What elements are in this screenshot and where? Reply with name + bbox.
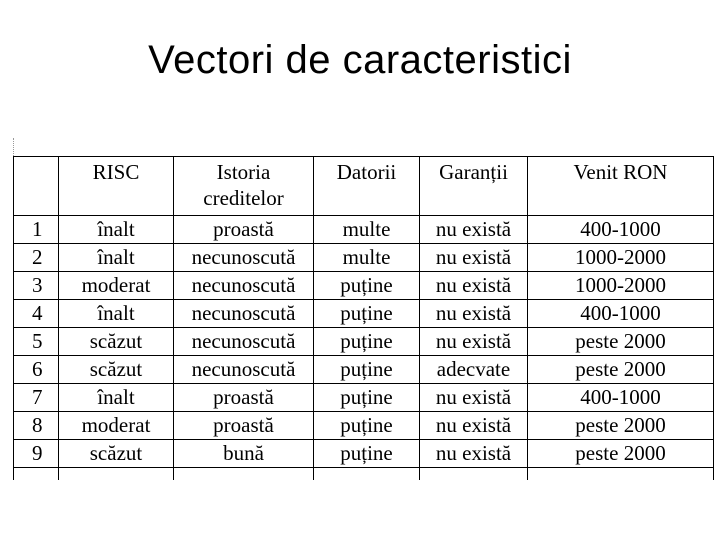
row-index-cell: 6 bbox=[14, 356, 59, 384]
datorii-cell: puține bbox=[314, 440, 420, 468]
table-row bbox=[14, 356, 714, 384]
header-istoria-creditelor bbox=[174, 157, 314, 216]
row-index-cell: 7 bbox=[14, 384, 59, 412]
garantii-cell: nu există bbox=[420, 384, 528, 412]
table-body bbox=[14, 216, 714, 481]
venit-cell: peste 2000 bbox=[528, 440, 714, 468]
table-header-row bbox=[14, 157, 714, 216]
datorii-cell: puține bbox=[314, 272, 420, 300]
datorii-cell: puține bbox=[314, 300, 420, 328]
empty-cell bbox=[528, 468, 714, 481]
risc-cell: înalt bbox=[59, 244, 174, 272]
empty-cell bbox=[59, 468, 174, 481]
empty-cell bbox=[174, 468, 314, 481]
empty-cell bbox=[420, 468, 528, 481]
header-istoria-line1: Istoria bbox=[216, 160, 271, 184]
istoria-cell: necunoscută bbox=[174, 356, 314, 384]
row-index-cell: 2 bbox=[14, 244, 59, 272]
header-index bbox=[14, 157, 59, 216]
datorii-cell: puține bbox=[314, 384, 420, 412]
table-row bbox=[14, 272, 714, 300]
istoria-cell: proastă bbox=[174, 216, 314, 244]
venit-cell: 400-1000 bbox=[528, 216, 714, 244]
row-index-cell: 9 bbox=[14, 440, 59, 468]
header-datorii: Datorii bbox=[314, 157, 420, 216]
istoria-cell: bună bbox=[174, 440, 314, 468]
istoria-cell: proastă bbox=[174, 384, 314, 412]
istoria-cell: necunoscută bbox=[174, 244, 314, 272]
istoria-cell: necunoscută bbox=[174, 328, 314, 356]
risc-cell: scăzut bbox=[59, 328, 174, 356]
istoria-cell: necunoscută bbox=[174, 300, 314, 328]
datorii-cell: multe bbox=[314, 244, 420, 272]
table-container bbox=[13, 138, 720, 480]
header-risc: RISC bbox=[59, 157, 174, 216]
venit-cell: 400-1000 bbox=[528, 300, 714, 328]
venit-cell: peste 2000 bbox=[528, 328, 714, 356]
venit-cell: 400-1000 bbox=[528, 384, 714, 412]
feature-vectors-table bbox=[13, 156, 714, 480]
venit-cell: peste 2000 bbox=[528, 412, 714, 440]
istoria-cell: necunoscută bbox=[174, 272, 314, 300]
table-row bbox=[14, 216, 714, 244]
row-index-cell: 8 bbox=[14, 412, 59, 440]
datorii-cell: multe bbox=[314, 216, 420, 244]
risc-cell: scăzut bbox=[59, 440, 174, 468]
garantii-cell: nu există bbox=[420, 244, 528, 272]
risc-cell: moderat bbox=[59, 272, 174, 300]
row-index-cell: 3 bbox=[14, 272, 59, 300]
header-istoria-line2: creditelor bbox=[203, 186, 284, 210]
risc-cell: scăzut bbox=[59, 356, 174, 384]
datorii-cell: puține bbox=[314, 356, 420, 384]
venit-cell: 1000-2000 bbox=[528, 272, 714, 300]
table-row-empty bbox=[14, 468, 714, 481]
risc-cell: înalt bbox=[59, 216, 174, 244]
garantii-cell: adecvate bbox=[420, 356, 528, 384]
empty-cell bbox=[314, 468, 420, 481]
garantii-cell: nu există bbox=[420, 216, 528, 244]
garantii-cell: nu există bbox=[420, 412, 528, 440]
slide-title: Vectori de caracteristici bbox=[148, 38, 572, 82]
header-venit-ron: Venit RON bbox=[528, 157, 714, 216]
venit-cell: 1000-2000 bbox=[528, 244, 714, 272]
row-index-cell: 5 bbox=[14, 328, 59, 356]
risc-cell: înalt bbox=[59, 300, 174, 328]
row-index-cell: 1 bbox=[14, 216, 59, 244]
risc-cell: înalt bbox=[59, 384, 174, 412]
row-index-cell: 4 bbox=[14, 300, 59, 328]
datorii-cell: puține bbox=[314, 328, 420, 356]
table-row bbox=[14, 384, 714, 412]
header-garantii: Garanții bbox=[420, 157, 528, 216]
empty-cell bbox=[14, 468, 59, 481]
garantii-cell: nu există bbox=[420, 328, 528, 356]
table-row bbox=[14, 328, 714, 356]
garantii-cell: nu există bbox=[420, 300, 528, 328]
garantii-cell: nu există bbox=[420, 272, 528, 300]
datorii-cell: puține bbox=[314, 412, 420, 440]
table-row bbox=[14, 440, 714, 468]
table-row bbox=[14, 244, 714, 272]
table-row bbox=[14, 412, 714, 440]
istoria-cell: proastă bbox=[174, 412, 314, 440]
garantii-cell: nu există bbox=[420, 440, 528, 468]
venit-cell: peste 2000 bbox=[528, 356, 714, 384]
risc-cell: moderat bbox=[59, 412, 174, 440]
table-row bbox=[14, 300, 714, 328]
